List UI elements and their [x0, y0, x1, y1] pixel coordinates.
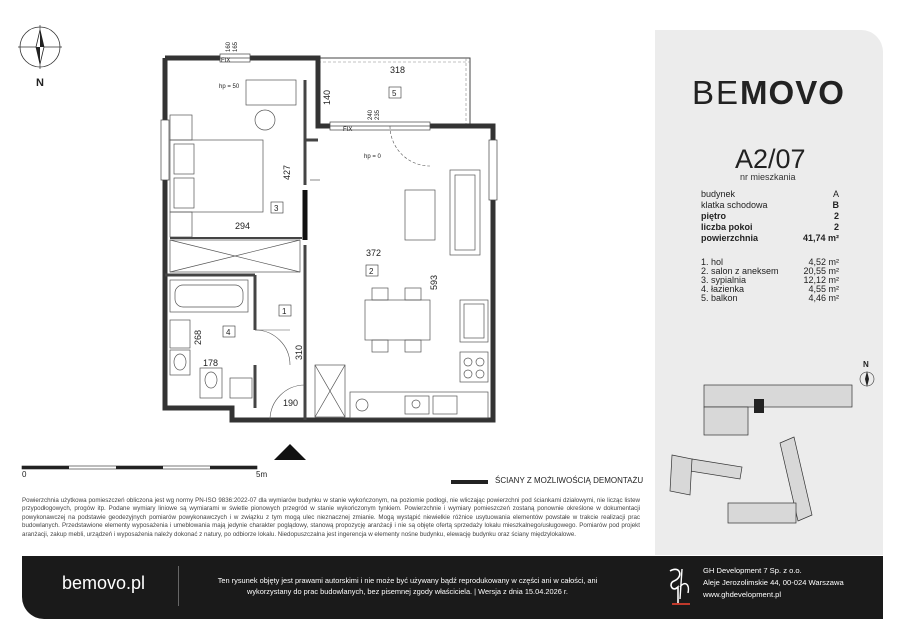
developer-info [703, 565, 844, 601]
room-label: 1. hol [701, 257, 724, 267]
site-compass-n-label: N [863, 360, 869, 369]
gh-development-logo [662, 563, 694, 607]
scale-start-label: 0 [22, 470, 27, 479]
brand-light: BE [692, 74, 741, 111]
room-label: 4. łazienka [701, 284, 745, 294]
footer-divider [178, 566, 179, 606]
window-dim-235: 235 [375, 109, 381, 120]
dim-190: 190 [283, 398, 299, 408]
apartment-number-caption: nr mieszkania [740, 172, 796, 182]
legend-swatch [451, 480, 488, 484]
window-dim-240: 240 [368, 109, 374, 120]
site-key-plan [662, 355, 882, 540]
dim-372: 372 [366, 248, 382, 258]
brand-bold: MOVO [740, 74, 845, 111]
detail-value: 2 [833, 211, 839, 221]
room-number-2: 2 [369, 267, 374, 276]
compass-n-label: N [36, 77, 44, 89]
detail-label: piętro [701, 211, 727, 221]
detail-row [701, 211, 839, 221]
dim-593: 593 [429, 274, 439, 290]
window-dim-160: 160 [226, 41, 232, 52]
legend-text: ŚCIANY Z MOŻLIWOŚCIĄ DEMONTAŻU [495, 476, 644, 485]
developer-website-link[interactable]: www.ghdevelopment.pl [703, 590, 782, 599]
room-number-3: 3 [274, 204, 279, 213]
detail-row [701, 189, 839, 199]
developer-address: Aleje Jerozolimskie 44, 00-024 Warszawa [703, 578, 844, 587]
room-row [701, 293, 839, 303]
apartment-location-marker [754, 399, 764, 413]
room-area: 20,55 m² [803, 266, 839, 276]
room-area: 12,12 m² [803, 275, 839, 285]
room-label: 5. balkon [701, 293, 738, 303]
dim-427: 427 [282, 164, 292, 180]
detail-value: 2 [833, 222, 839, 232]
fix-label-2: FIX [343, 127, 353, 133]
detail-value: B [832, 200, 839, 210]
website-link[interactable]: bemovo.pl [62, 573, 146, 593]
copyright-text: Ten rysunek objęty jest prawami autorskimi i nie może być używany bądź reprodukowany w części ani w całości, ani wykorzystany do prac budowlanych, bez pisemnej zgody właściciela. | Wersja z dnia 15.04.2026 r. [217, 576, 598, 596]
developer-name: GH Development 7 Sp. z o.o. [703, 566, 802, 575]
north-compass-icon [18, 25, 62, 69]
detail-row [701, 222, 839, 232]
fix-label-1: FIX [221, 58, 231, 64]
entrance-arrow-icon [274, 444, 306, 460]
dim-178: 178 [203, 358, 219, 368]
dim-294: 294 [235, 221, 251, 231]
detail-label: klatka schodowa [701, 200, 768, 210]
site-compass-icon [860, 371, 874, 387]
room-area: 4,52 m² [808, 257, 839, 267]
room-area: 4,55 m² [808, 284, 839, 294]
disclaimer-text: Powierzchnia użytkowa pomieszczeń obliczona jest wg normy PN-ISO 9836:2022-07 dla wymiarów budynku w stanie wykończonym, na poziomie podłogi, nie wliczając powierzchni pod ściankami działowymi, nie licząc listew przypodłogowych, progów itp. Podane wymiary liniowe są wymiarami w świetle pionowych przegród w stanie wykończonym tynkiem. Powierzchnie i wymiary pomieszczeń zostaną ponownie określone w dokumentacji powykonawczej na podstawie geodezyjnych pomiarów powykonawczych i w związku z tym mogą ulec nieznacznej zmianie. Mogą wystąpić niewielkie różnice usytuowania elementów powstałe w trakcie realizacji prac budowlanych. Przedstawione elementy wyposażenia i umeblowania mają jedynie charakter poglądowy, stanową propozycję aranżacji i nie są objęte ofertą sprzedaży lokalu mieszkalnego/usługowego. Pomiarów pod projekt aranżacji, zakup mebli, urządzeń i wyposażenia należy dokonać z natury, po odbiorze lokalu. Niedopuszczalna jest ingerencja w elementy nośne budynku, elewację budynku oraz ściany międzylokalowe. [22, 497, 640, 538]
detail-value: A [832, 189, 839, 199]
detail-label: budynek [701, 189, 736, 199]
detail-label: liczba pokoi [701, 222, 753, 232]
room-area: 4,46 m² [808, 293, 839, 303]
hp-label-2: hp = 0 [364, 154, 381, 160]
dim-310: 310 [294, 344, 304, 360]
brand-logo [692, 74, 845, 112]
room-number-1: 1 [282, 307, 287, 316]
apartment-number: A2/07 [735, 144, 806, 174]
room-label: 3. sypialnia [701, 275, 747, 285]
dim-318: 318 [390, 65, 406, 75]
room-number-4: 4 [226, 328, 231, 337]
detail-row [701, 233, 839, 243]
scale-bar [22, 466, 257, 469]
scale-end-label: 5m [256, 470, 268, 479]
detail-value: 41,74 m² [802, 233, 839, 243]
dim-268: 268 [193, 329, 203, 345]
dim-140: 140 [322, 89, 332, 105]
room-number-5: 5 [392, 89, 397, 98]
window-dim-165: 165 [233, 41, 239, 52]
room-label: 2. salon z aneksem [701, 266, 779, 276]
hp-label-1: hp = 50 [219, 84, 240, 90]
detail-label: powierzchnia [701, 233, 759, 243]
detail-row [701, 200, 839, 210]
